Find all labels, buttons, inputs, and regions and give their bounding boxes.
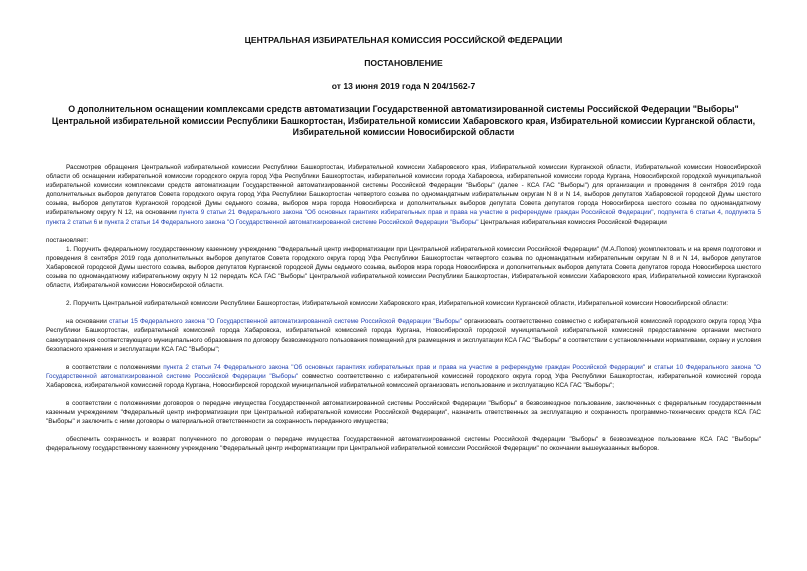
title-line-3: Избирательной комиссии Новосибирской области <box>292 127 515 137</box>
law-link[interactable]: пункта 9 статьи 21 Федерального закона "Об основных гарантиях избирательных прав и права на участие в референдуме граждан Российской Федерации" <box>178 209 654 217</box>
separator-text: , <box>653 209 658 217</box>
title-line-2: Центральной избирательной комиссии Республики Башкортостан, Избирательной комиссии Хабаровского края, Избирательной комиссии Курганской области, <box>51 115 756 126</box>
title-line-1: О дополнительном оснащении комплексами средств автоматизации Государственной автоматизированной системы Российской Федерации "Выборы" <box>68 104 739 114</box>
item-2-paragraph-c: в соответствии с положениями договоров о передаче имущества Государственной автоматизированной системы Российской Федерации "Выборы" в безвозмездное пользование, заключенных с федеральным государственным казенным учреждением "Федеральный центр информатизации при Центральной избирательной комиссии Российской Федерации", назначить ответственных за эксплуатацию и сохранность программно-технических средств КСА ГАС "Выборы" и заключить с ними договоры о материальной ответственности за сохранность переданного имущества; <box>46 399 761 426</box>
document-date-number: от 13 июня 2019 года N 204/1562-7 <box>331 81 476 91</box>
document-title <box>30 104 777 139</box>
law-link[interactable]: статьи 10 Федерального закона "О Государственной автоматизированной системе Российской Федерации "Выборы" <box>46 363 761 380</box>
law-link[interactable]: подпункта 6 статьи 4 <box>657 209 721 217</box>
item-2-paragraph-b <box>46 363 761 390</box>
preamble-paragraph <box>46 163 761 227</box>
document-body <box>46 163 761 453</box>
item-2-paragraph-d: обеспечить сохранность и возврат полученного по договорам о передаче имущества Государственной автоматизированной системы Российской Федерации "Выборы" в безвозмездное пользование КСА ГАС "Выборы" федеральному государственному казенному учреждению "Федеральный центр информатизации при Центральной избирательной комиссии Российской Федерации" по окончании вышеуказанных выборов. <box>46 436 761 453</box>
resolves-label: постановляет: <box>46 236 89 244</box>
item-1-paragraph: 1. Поручить федеральному государственному казенному учреждению "Федеральный центр информатизации при Центральной избирательной комиссии Российской Федерации" (М.А.Попов) укомплектовать и на время подготовки и проведения 8 сентября 2019 года дополнительных выборов депутатов Совета городского округа город Уфа Республики Башкортостан четвертого созыва по одномандатным избирательным округам N 8 и N 14, выборов депутатов Хабаровской городской Думы шестого созыва, выборов депутатов Курганской городской Думы седьмого созыва, выборов мэра города Новосибирска и дополнительных выборов депутата Совета депутатов города Новосибирска шестого созыва по одномандатному избирательному округу N 12 передать КСА ГАС "Выборы" Центральной избирательной комиссии Республики Башкортостан, Избирательной комиссии Хабаровского края, Избирательной комиссии Курганской области, Избирательной комиссии Новосибирской области. <box>46 245 761 290</box>
item-2-paragraph-a <box>46 317 761 353</box>
law-link[interactable]: пункта 2 статьи 74 Федерального закона "Об основных гарантиях избирательных прав и права на участие в референдуме граждан Российской Федерации" <box>163 363 646 371</box>
paragraph-text: совместно соответственно с избирательной комиссией городского округа город Уфа Республики Башкортостан, избирательной комиссией города Хабаровска, избирательной комиссией города Кургана, Новосибирской городской муниципальной избирательной комиссией организовать использование и эксплуатацию КСА ГАС "Выборы"; <box>46 372 762 389</box>
document-type: ПОСТАНОВЛЕНИЕ <box>364 58 443 68</box>
separator-text: и <box>97 218 105 226</box>
commission-heading: ЦЕНТРАЛЬНАЯ ИЗБИРАТЕЛЬНАЯ КОМИССИЯ РОССИЙСКОЙ ФЕДЕРАЦИИ <box>244 35 563 45</box>
paragraph-text: организовать соответственно совместно с избирательной комиссией городского округа город Уфа Республики Башкортостан, избирательной комиссией города Хабаровска, избирательной комиссией города Кургана, Новосибирской городской муниципальной избирательной комиссией предоставление органами местного самоуправления соответствующего муниципального образования по договору безвозмездного пользования помещений для размещения и эксплуатации КСА ГАС "Выборы" в соответствии с установленными нормативами, охрану и условия безопасного хранения и эксплуатации КСА ГАС "Выборы"; <box>46 318 761 353</box>
paragraph-text: в соответствии с положениями <box>66 363 164 371</box>
law-link[interactable]: пункта 2 статьи 14 Федерального закона "О Государственной автоматизированной системе Российской Федерации "Выборы" <box>104 218 479 226</box>
law-link[interactable]: подпункта 5 пункта 2 статьи 6 <box>46 209 762 226</box>
law-link[interactable]: статьи 15 Федерального закона "О Государственной автоматизированной системе Российской Федерации "Выборы" <box>109 318 462 326</box>
preamble-text: Рассмотрев обращения Центральной избирательной комиссии Республики Башкортостан, Избирательной комиссии Хабаровского края, Избирательной комиссии Курганской области, Избирательной комиссии Новосибирской области об оснащении избирательной комиссии городского округа город Уфа Республики Башкортостан, избирательной комиссии города Хабаровска, избирательной комиссии города Кургана, Новосибирской городской муниципальной избирательной комиссии комплексами средств автоматизации Государственной автоматизированной системы Российской Федерации "Выборы" (далее - КСА ГАС "Выборы") для организации и проведения 8 сентября 2019 года дополнительных выборов депутатов Совета городского округа город Уфа Республики Башкортостан четвертого созыва по одномандатным избирательным округам N 8 и N 14, выборов депутатов Хабаровской городской Думы шестого созыва, выборов депутатов Курганской городской Думы седьмого созыва, выборов мэра города Новосибирска и дополнительных выборов депутата Совета депутатов города Новосибирска шестого созыва по одномандатному избирательному округу N 12, на основании <box>46 164 761 217</box>
separator-text: и <box>645 363 655 371</box>
item-2-paragraph: 2. Поручить Центральной избирательной комиссии Республики Башкортостан, Избирательной комиссии Хабаровского края, Избирательной комиссии Курганской области, Избирательной комиссии Новосибирской области: <box>66 300 729 308</box>
paragraph-text: на основании <box>66 318 110 326</box>
preamble-text-end: Центральная избирательная комиссия Российской Федерации <box>478 218 667 226</box>
separator-text: , <box>720 209 726 217</box>
